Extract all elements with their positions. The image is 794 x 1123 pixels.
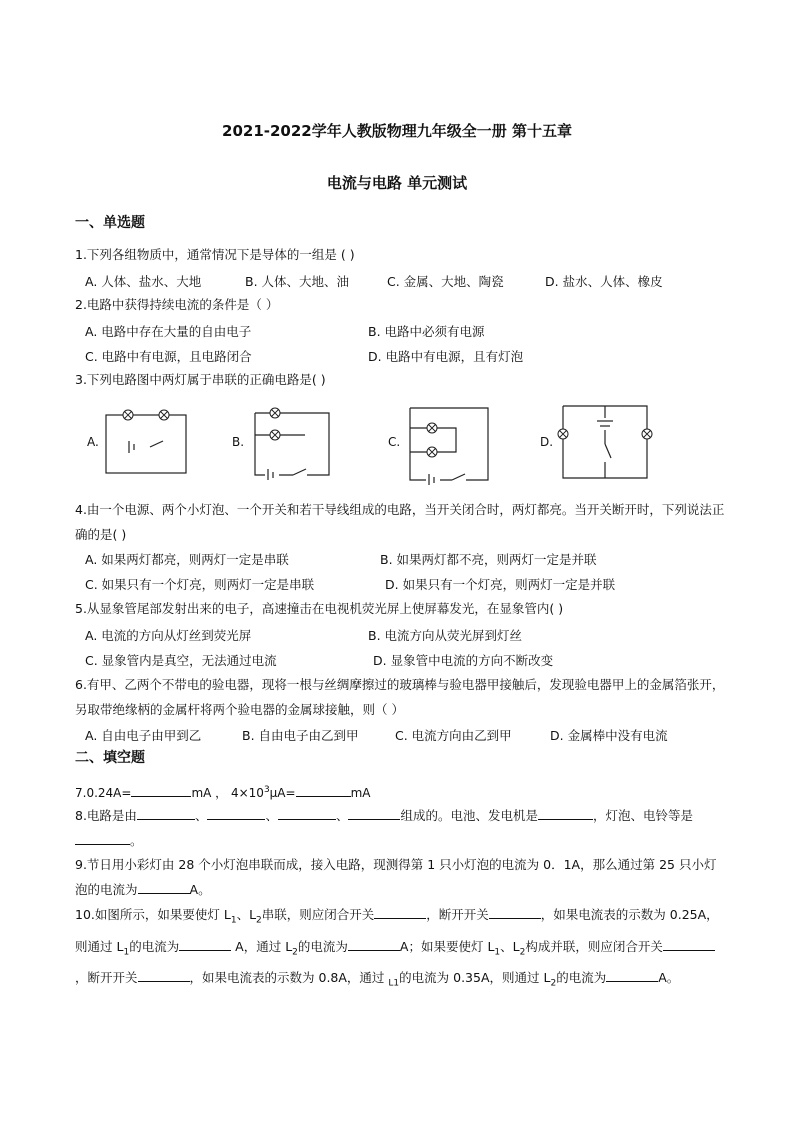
- question-6-option-a: A. 自由电子由甲到乙: [85, 728, 202, 743]
- q9-blank-1[interactable]: [138, 879, 190, 894]
- q7-blank-1[interactable]: [131, 782, 191, 797]
- question-5-option-c: C. 显象管内是真空，无法通过电流: [85, 653, 277, 668]
- question-4-option-a: A. 如果两灯都亮，则两灯一定是串联: [85, 552, 289, 567]
- question-3-option-c: C.: [388, 435, 401, 449]
- question-1-option-c: C. 金属、大地、陶瓷: [387, 274, 504, 289]
- q10-blank-5[interactable]: [663, 936, 715, 951]
- circuit-diagram-d: [555, 400, 655, 485]
- q8-blank-1[interactable]: [137, 805, 195, 820]
- q10-blank-7[interactable]: [606, 967, 658, 982]
- q10-text-7: A，通过 L: [231, 938, 293, 954]
- q7-blank-2[interactable]: [296, 782, 351, 797]
- question-1-option-d: D. 盐水、人体、橡皮: [545, 274, 663, 289]
- question-6-option-c: C. 电流方向由乙到甲: [395, 728, 512, 743]
- q8-text-4: 。: [130, 833, 143, 848]
- q10-blank-2[interactable]: [489, 904, 541, 919]
- q10-text-3: 串联，则应闭合开关: [261, 907, 375, 922]
- question-5-option-d: D. 显象管中电流的方向不断改变: [373, 653, 554, 668]
- q10-sub-8: 2: [550, 978, 557, 989]
- q10-text-12: ，断开开关: [75, 970, 138, 985]
- title-line2: 电流与电路 单元测试: [326, 174, 468, 192]
- question-2-option-a: A. 电路中存在大量的自由电子: [85, 324, 252, 339]
- q10-blank-6[interactable]: [138, 967, 190, 982]
- q10-sub-2: 2: [256, 915, 262, 926]
- q10-sub-5: 1: [494, 947, 501, 957]
- q8-sep-3: 、: [335, 808, 349, 823]
- question-3-option-b: B.: [232, 435, 245, 449]
- q9-text-1: 9.节日用小彩灯由 28 个小灯泡串联而成，接入电路，现测得第 1 只小灯泡的电流为 0．1A，那么通过第 25 只小灯泡的电流为: [75, 857, 717, 897]
- question-1-option-a: A. 人体、盐水、大地: [85, 274, 202, 289]
- question-4-stem: 4.由一个电源、两个小灯泡、一个开关和若干导线组成的电路，当开关闭合时，两灯都亮。当开关断开时，下列说法正确的是( ): [75, 502, 725, 542]
- question-6-option-b: B. 自由电子由乙到甲: [242, 728, 359, 743]
- q10-text-9: A；如果要使灯 L: [399, 938, 495, 954]
- q8-sep-2: 、: [265, 808, 278, 823]
- q10-text-13: ，如果电流表的示数为 0.8A，通过: [189, 970, 389, 985]
- q8-blank-6[interactable]: [75, 830, 130, 845]
- q8-blank-4[interactable]: [348, 805, 400, 820]
- question-3-option-d: D.: [540, 435, 554, 449]
- question-9: [75, 852, 725, 902]
- question-2-option-b: B. 电路中必须有电源: [368, 324, 485, 339]
- question-3-option-a: A.: [87, 435, 99, 449]
- question-7: [75, 778, 725, 806]
- question-5-option-b: B. 电流方向从荧光屏到灯丝: [368, 628, 523, 643]
- question-4-option-d: D. 如果只有一个灯亮，则两灯一定是并联: [385, 577, 616, 592]
- question-1-option-b: B. 人体、大地、油: [245, 274, 350, 289]
- question-5-stem: 5.从显象管尾部发射出来的电子，高速撞击在电视机荧光屏上使屏幕发光，在显象管内( ): [75, 601, 564, 616]
- q7-text-3: μA=: [269, 786, 296, 800]
- q10-blank-4[interactable]: [348, 936, 400, 951]
- question-1-stem: 1.下列各组物质中，通常情况下是导体的一组是 ( ): [75, 247, 355, 262]
- q10-sub-4: 2: [292, 947, 298, 957]
- q8-sep-1: 、: [194, 808, 208, 823]
- q10-sub-3: 1: [123, 947, 130, 957]
- q8-text-2: 组成的。电池、发电机是: [400, 808, 538, 823]
- circuit-diagram-b: [245, 405, 340, 480]
- question-6-option-d: D. 金属棒中没有电流: [550, 728, 668, 743]
- section-single-choice: 一、单选题: [75, 215, 145, 231]
- q10-text-6: 的电流为: [129, 938, 180, 954]
- question-5-option-a: A. 电流的方向从灯丝到荧光屏: [85, 628, 252, 643]
- question-2-option-c: C. 电路中有电源，且电路闭合: [85, 349, 252, 364]
- q9-text-2: A。: [189, 882, 211, 897]
- q10-text-5: ，如果电流表的示数为 0.25A，则通过 L: [75, 907, 719, 954]
- q10-sub-1: 1: [230, 915, 237, 926]
- q8-text-1: 8.电路是由: [75, 808, 137, 823]
- q10-sub-7: L1: [388, 978, 400, 989]
- q10-text-2: 、L: [236, 907, 257, 922]
- q10-text-1: 10.如图所示，如果要使灯 L: [75, 907, 231, 922]
- q8-text-3: ，灯泡、电铃等是: [593, 808, 694, 823]
- q10-text-15: 的电流为: [556, 970, 607, 985]
- q10-text-8: 的电流为: [297, 938, 348, 954]
- q8-blank-2[interactable]: [207, 805, 265, 820]
- question-10: [75, 902, 725, 997]
- circuit-diagram-a: [100, 405, 195, 480]
- q7-text-1: 7.0.24A=: [75, 786, 132, 800]
- q10-text-11: 构成并联，则应闭合开关: [525, 938, 663, 954]
- circuit-diagram-c: [400, 400, 495, 485]
- question-4-option-b: B. 如果两灯都不亮，则两灯一定是并联: [380, 552, 597, 567]
- q10-text-10: 、L: [500, 938, 520, 954]
- q10-sub-6: 2: [519, 947, 526, 957]
- question-8: [75, 803, 725, 853]
- q8-blank-3[interactable]: [278, 805, 336, 820]
- q10-blank-3[interactable]: [179, 936, 231, 951]
- title-line1: 2021-2022学年人教版物理九年级全一册 第十五章: [222, 122, 572, 140]
- section-fill-in: 二、填空题: [75, 750, 145, 766]
- q10-text-16: A。: [658, 970, 680, 985]
- q7-text-4: mA: [350, 786, 371, 800]
- q7-exponent: 3: [263, 785, 270, 795]
- q10-text-4: ，断开开关: [426, 907, 489, 922]
- question-2-option-d: D. 电路中有电源，且有灯泡: [368, 349, 524, 364]
- question-3-stem: 3.下列电路图中两灯属于串联的正确电路是( ): [75, 372, 326, 387]
- q10-blank-1[interactable]: [374, 904, 426, 919]
- question-2-stem: 2.电路中获得持续电流的条件是（ ）: [75, 297, 279, 312]
- question-4-option-c: C. 如果只有一个灯亮，则两灯一定是串联: [85, 577, 315, 592]
- q8-blank-5[interactable]: [538, 805, 593, 820]
- q7-text-2: mA ， 4×10: [191, 786, 264, 800]
- question-6-stem: 6.有甲、乙两个不带电的验电器，现将一根与丝绸摩擦过的玻璃棒与验电器甲接触后，发现验电器甲上的金属箔张开，另取带绝缘柄的金属杆将两个验电器的金属球接触，则（ ）: [75, 677, 725, 717]
- q10-text-14: 的电流为 0.35A，则通过 L: [399, 970, 551, 985]
